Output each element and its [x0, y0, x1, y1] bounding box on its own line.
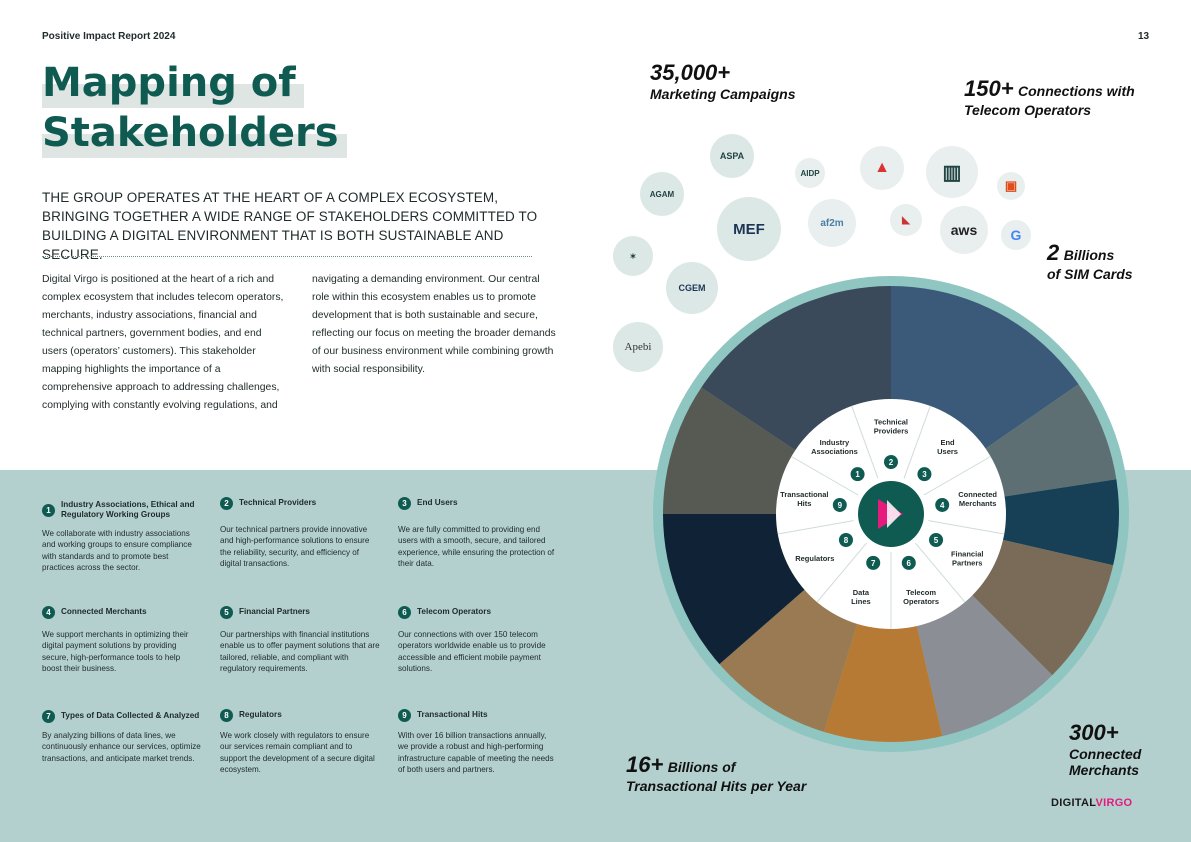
card-number: 4 [42, 606, 55, 619]
agam-logo: AGAM [640, 172, 684, 216]
card-end-users [398, 496, 558, 569]
wheel-segment-label: Partners [951, 558, 983, 568]
wheel-segment-label: Lines [851, 597, 871, 607]
wheel-segment-label: Transactional [780, 490, 829, 500]
intro-column-1: Digital Virgo is positioned at the heart of a rich and complex ecosystem that includes telecom operators, merchants, industry associations, financial and technical partners, government bodies, and end users (operators’ customers). This stakeholder mapping highlights the importance of a comprehensive approach to addressing challenges, complying with constantly evolving regulations, and [42, 274, 284, 411]
stat-connections [964, 76, 1135, 118]
wheel-segment-label: Telecom [906, 588, 937, 598]
card-description: Our connections with over 150 telecom operators worldwide enable us to provide accessible and efficient mobile payment solutions. [398, 630, 546, 673]
card-number: 8 [220, 709, 233, 722]
wheel-segment-label: Merchants [958, 499, 997, 509]
card-financial-partners [220, 605, 380, 674]
page-number: 13 [1138, 31, 1150, 42]
stat-value: 300+ [1069, 720, 1119, 745]
cgem-logo: CGEM [666, 262, 718, 314]
card-title: Financial Partners [239, 607, 310, 616]
stat-label: Billions of [667, 759, 736, 775]
title-line-2: Stakeholders [42, 108, 347, 158]
card-technical-providers [220, 496, 380, 569]
wheel-segment-label: Regulators [795, 554, 835, 563]
wheel-number: 3 [922, 470, 927, 480]
card-number: 6 [398, 606, 411, 619]
wheel-number: 8 [843, 536, 849, 545]
wheel-segment-label: End [940, 438, 955, 448]
card-title: Connected Merchants [61, 607, 147, 616]
digital-virgo-logo: DIGITALVIRGO [1051, 797, 1133, 809]
stat-value: 16+ [626, 752, 664, 777]
rooster-logo: ▲ [860, 146, 904, 190]
card-number: 2 [220, 497, 233, 510]
stat-label-2: Transactional Hits per Year [626, 778, 807, 794]
emblem-logo: ✶ [613, 236, 653, 276]
stat-campaigns [650, 60, 795, 102]
card-number: 3 [398, 497, 411, 510]
card-number: 9 [398, 709, 411, 722]
report-label: Positive Impact Report 2024 [42, 31, 176, 42]
stat-value: 150+ [964, 76, 1014, 101]
card-regulators [220, 708, 380, 775]
card-connected-merchants [42, 605, 202, 674]
card-description: Our technical partners provide innovative and high-performance solutions to ensure the reliability, security, and efficiency of digital transactions. [220, 525, 370, 568]
stakeholder-wheel [651, 274, 1131, 754]
wheel-segment-label: Users [937, 447, 958, 457]
stat-label: Connected [1069, 746, 1142, 762]
wheel-segment-label: Operators [903, 597, 940, 607]
divider [42, 256, 532, 257]
card-description: We are fully committed to providing end users with a smooth, secure, and tailored experience, while ensuring the protection of their data. [398, 525, 555, 568]
card-description: With over 16 billion transactions annually, we provide a robust and high-performing infrastructure capable of meeting the needs of both users and partners. [398, 731, 554, 774]
stat-label-2: Merchants [1069, 762, 1140, 778]
office-logo: ▣ [997, 172, 1025, 200]
card-industry-associations [42, 496, 202, 573]
wheel-segment-label: Technical [873, 417, 909, 427]
card-title: Industry Associations, Ethical and Regulatory Working Groups [61, 500, 195, 519]
page-title [42, 58, 347, 158]
card-title: Technical Providers [239, 498, 317, 507]
card-description: By analyzing billions of data lines, we continuously enhance our services, optimize transactions, and anticipate market trends. [42, 731, 201, 763]
tower-logo: ▥ [926, 146, 978, 198]
card-title: End Users [417, 498, 458, 507]
wheel-segment-label: Financial [950, 549, 984, 559]
aspa-logo: ASPA [710, 134, 754, 178]
wheel-number: 9 [837, 500, 843, 510]
card-title: Telecom Operators [417, 607, 492, 616]
apebi-logo: Apebi [613, 322, 663, 372]
wheel-segment-label: Hits [797, 499, 812, 509]
wheel-number: 6 [906, 558, 912, 568]
card-number: 7 [42, 710, 55, 723]
card-data-collected [42, 706, 202, 764]
af2m-logo: af2m [808, 199, 856, 247]
stat-value: 35,000+ [650, 60, 731, 85]
card-description: We collaborate with industry associations and working groups to ensure compliance with standards and to promote best practices across the sector. [42, 529, 192, 572]
stat-transactional-hits [626, 752, 806, 794]
card-number: 5 [220, 606, 233, 619]
stat-value: 2 [1047, 240, 1060, 265]
stat-merchants [1069, 720, 1141, 778]
wheel-segment-label: Associations [811, 447, 858, 457]
aws-logo: aws [940, 206, 988, 254]
wheel-number: 1 [855, 470, 860, 480]
lead-paragraph: THE GROUP OPERATES AT THE HEART OF A COMPLEX ECOSYSTEM, BRINGING TOGETHER A WIDE RANGE OF STAKEHOLDERS COMMITTED TO BUILDING A DIGITAL ENVIRONMENT THAT IS BOTH SUSTAINABLE AND SECURE. [42, 190, 538, 262]
title-line-1: Mapping of [42, 58, 304, 108]
card-description: We work closely with regulators to ensure our services remain compliant and to support the development of a secure digital ecosystem. [220, 731, 375, 774]
arrow-logo: ◣ [890, 204, 922, 236]
stat-label-2: of SIM Cards [1047, 266, 1133, 282]
wheel-number: 2 [888, 458, 894, 467]
stat-sim-cards [1047, 240, 1133, 282]
card-title: Regulators [239, 710, 282, 719]
stat-label: Connections with [1018, 83, 1135, 99]
google-logo: G [1001, 220, 1031, 250]
stat-label-2: Telecom Operators [964, 102, 1092, 118]
stat-label: Marketing Campaigns [650, 86, 796, 102]
wheel-segment-label: Industry [819, 438, 850, 448]
stat-label: Billions [1063, 247, 1115, 263]
aidp-logo: AIDP [795, 158, 825, 188]
wheel-segment-label: Data [852, 588, 870, 598]
mef-logo: MEF [717, 197, 781, 261]
wheel-number: 5 [933, 536, 939, 545]
card-telecom-operators [398, 605, 558, 674]
wheel-number: 7 [870, 558, 876, 568]
card-title: Transactional Hits [417, 710, 488, 719]
intro-column-2: navigating a demanding environment. Our central role within this ecosystem enables us to promote development that is both sustainable and secure, reflecting our focus on meeting the broader demands of our business environment while combining growth with social responsibility. [312, 274, 556, 375]
card-description: Our partnerships with financial institutions enable us to offer payment solutions that are tailored, reliable, and compliant with regulatory requirements. [220, 630, 380, 673]
card-number: 1 [42, 504, 55, 517]
wheel-number: 4 [939, 500, 945, 510]
wheel-segment-label: Connected [958, 490, 998, 500]
wheel-segment-label: Providers [873, 426, 909, 436]
card-description: We support merchants in optimizing their digital payment solutions by providing secure, high-performance tools to help boost their business. [42, 630, 189, 673]
card-title: Types of Data Collected & Analyzed [61, 711, 200, 720]
card-transactional-hits [398, 708, 558, 775]
